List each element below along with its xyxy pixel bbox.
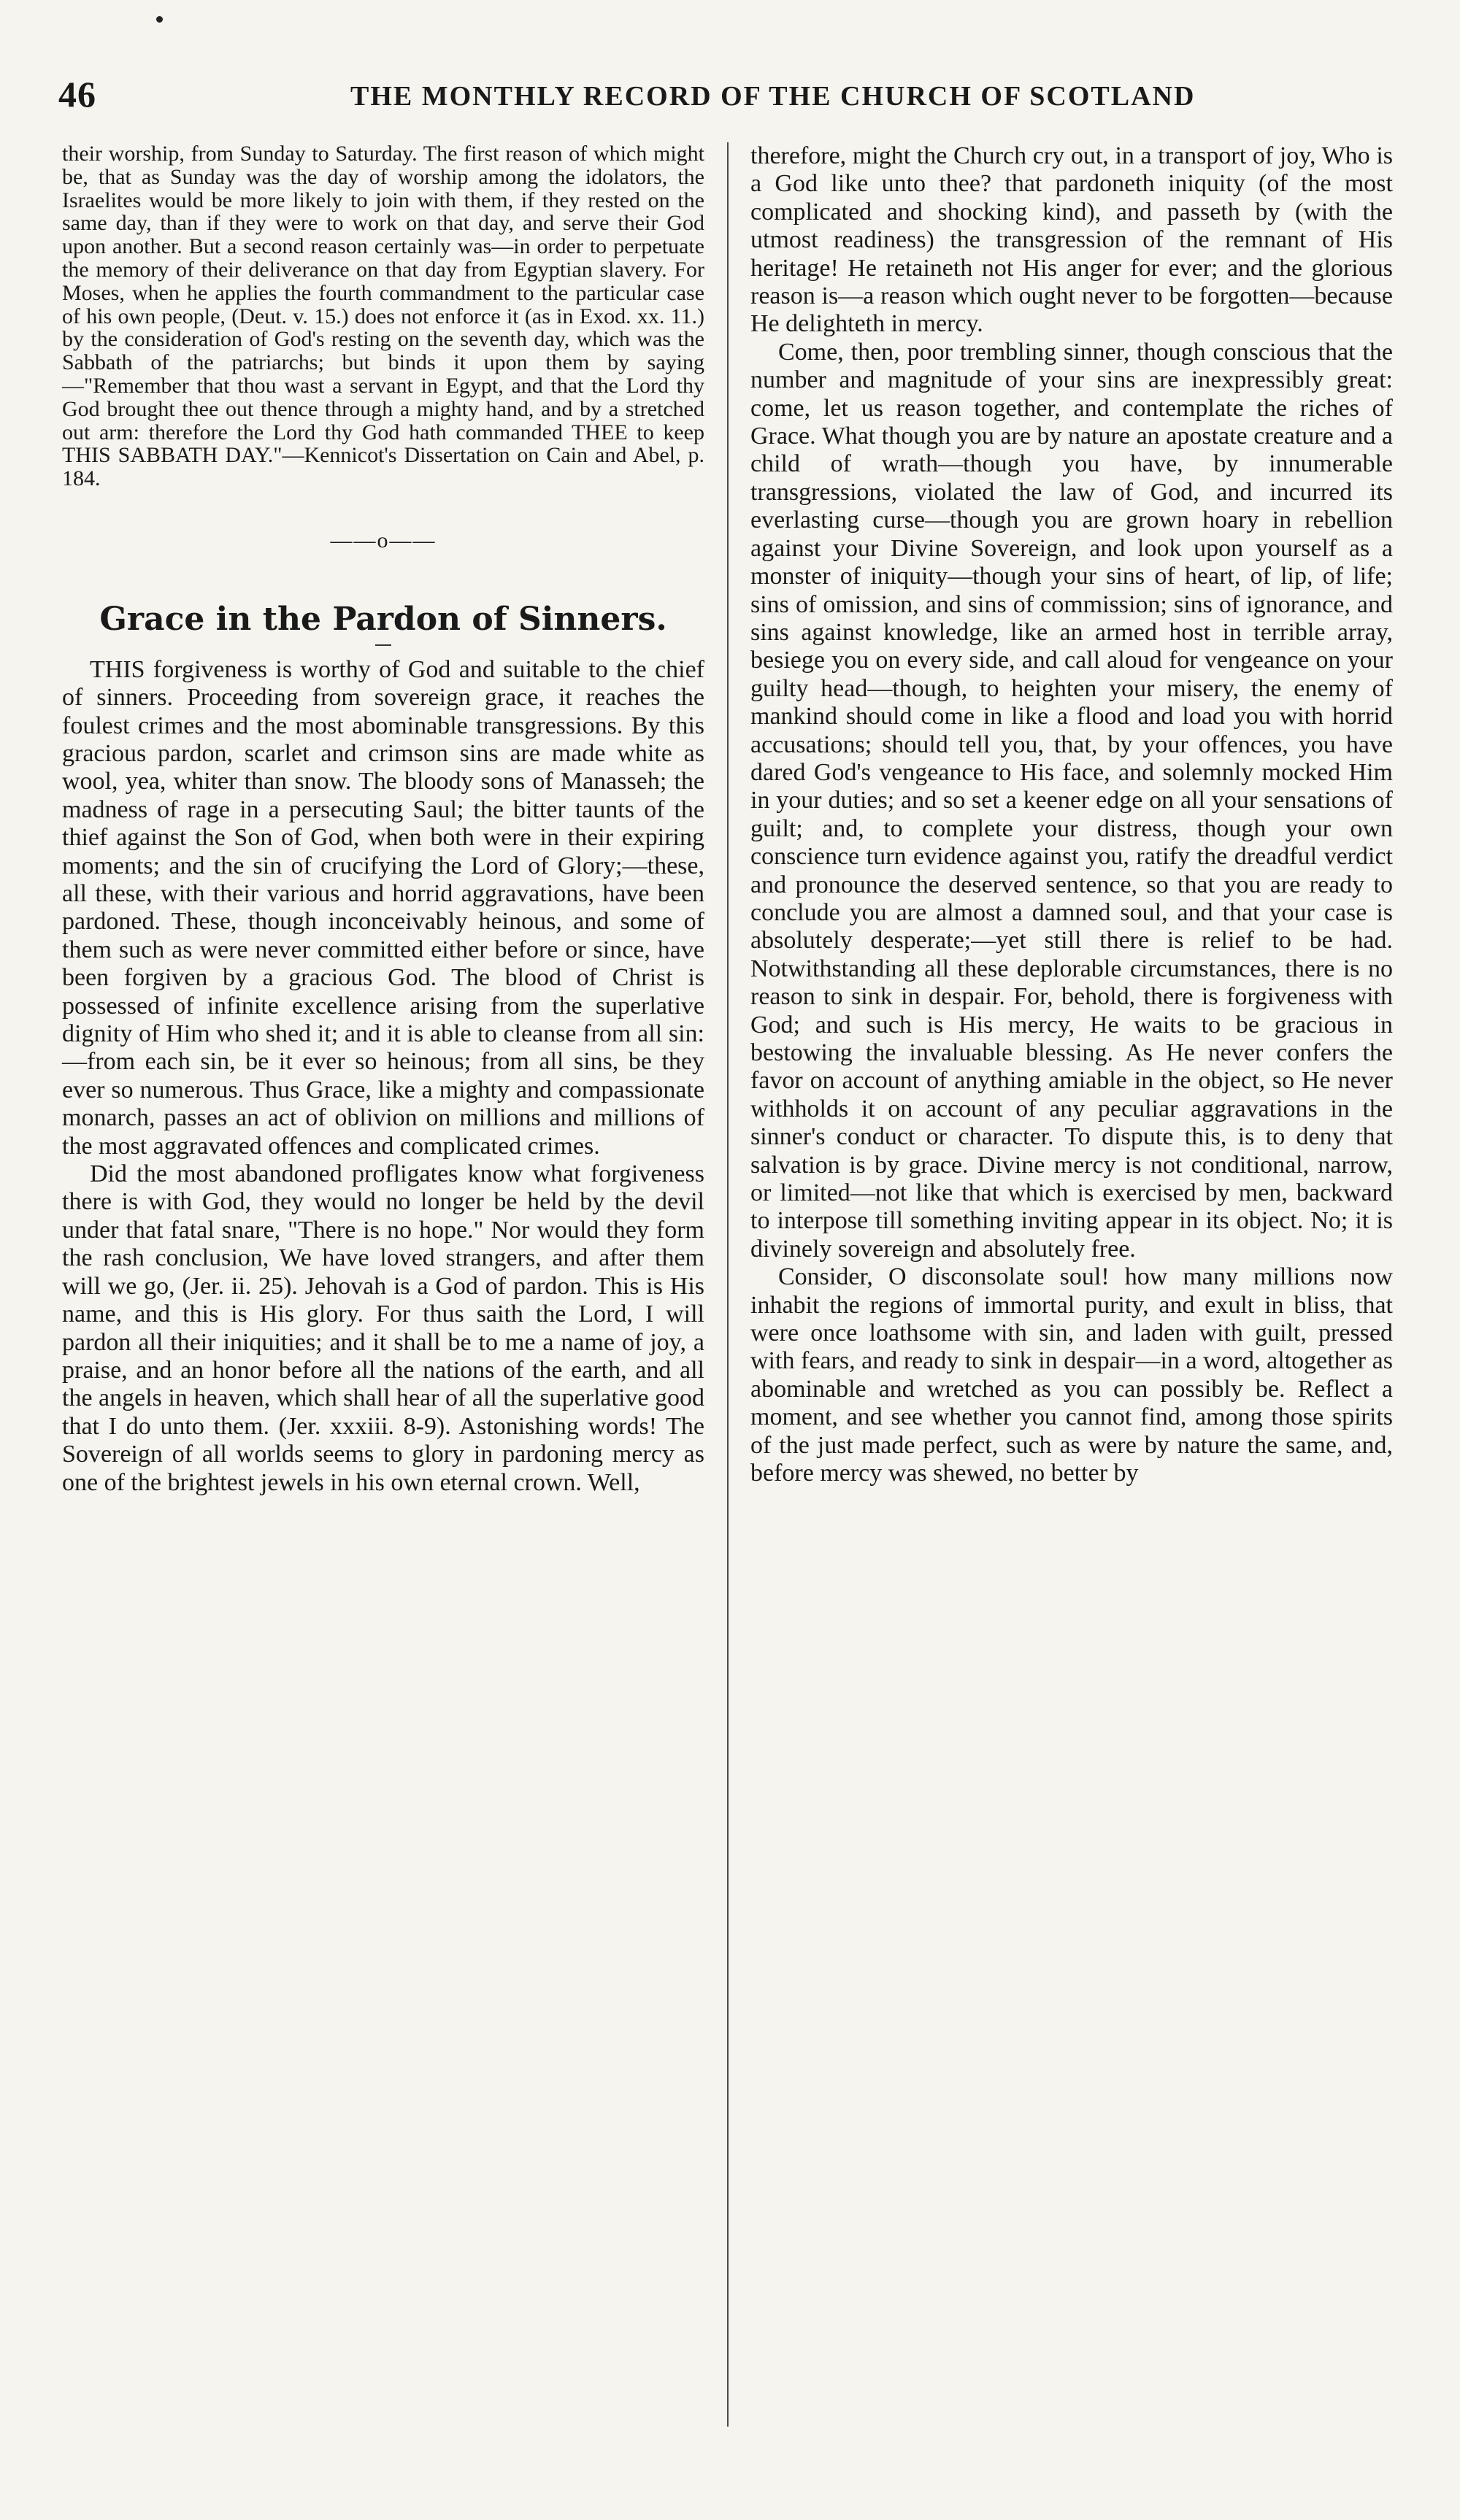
section-divider: ——o——	[330, 528, 437, 552]
page-number: 46	[58, 74, 96, 115]
ink-speck	[156, 16, 163, 23]
article-paragraph: Come, then, poor trembling sinner, though conscious that the number and magnitude of your sins are inexpressibly great: come, let us reason together, and contemplate the riches of Grace. What though you are by nature an apostate creature and a child of wrath—though you have, by innumerable transgressions, violated the law of God, and incurred its everlasting curse—though you are grown hoary in rebellion against your Divine Sovereign, and look upon yourself as a monster of iniquity—though your sins of heart, of lip, of life; sins of omission, and sins of commission; sins of ignorance, and sins against knowledge, like an armed host in terrible array, besiege you on every side, and call aloud for vengeance on your guilty head—though, to heighten your misery, the enemy of mankind should come in like a flood and load you with horrid accusations; should tell you, that, by your offences, you have dared God's vengeance to His face, and solemnly mocked Him in your duties; and so set a keener edge on all your sensations of guilt; and, to complete your distress, though your own conscience turn evidence against you, ratify the dreadful verdict and pronounce the deserved sentence, so that you are ready to conclude you are almost a damned soul, and that your case is absolutely desperate;—yet still there is relief to be had. Notwithstanding all these deplorable circumstances, there is no reason to sink in despair. For, behold, there is forgiveness with God; and such is His mercy, He waits to be gracious in bestowing the invaluable blessing. As He never confers the favor on account of anything amiable in the object, so He never withholds it on account of any peculiar aggravations in the sinner's conduct or character. To dispute this, is to deny that salvation is by grace. Divine mercy is not conditional, narrow, or limited—not like that which is exercised by men, backward to interpose till something inviting appear in its object. No; it is divinely sovereign and absolutely free.	[750, 338, 1393, 1263]
left-column	[62, 142, 704, 1497]
right-column	[750, 142, 1393, 1488]
section-title: Grace in the Pardon of Sinners.	[99, 601, 667, 639]
sabbath-passage: their worship, from Sunday to Saturday. The first reason of which might be, that as Sunday was the day of worship among the idolators, the Israelites would be more likely to join with them, if they rested on the same day, than if they were to work on that day, and serve their God upon another. But a second reason certainly was—in order to perpetuate the memory of their deliverance on that day from Egyptian slavery. For Moses, when he applies the fourth commandment to the particular case of his own people, (Deut. v. 15.) does not enforce it (as in Exod. xx. 11.) by the consideration of God's resting on the seventh day, which was the Sabbath of the patriarchs; but binds it upon them by saying—"Remember that thou wast a servant in Egypt, and that the Lord thy God brought thee out thence through a mighty hand, and by a stretched out arm: therefore the Lord thy God hath commanded THEE to keep THIS SABBATH DAY."—Kennicot's Dissertation on Cain and Abel, p. 184.	[62, 142, 704, 491]
running-head: THE MONTHLY RECORD OF THE CHURCH OF SCOTLAND	[350, 81, 1196, 112]
article-paragraph: THIS forgiveness is worthy of God and suitable to the chief of sinners. Proceeding from sovereign grace, it reaches the foulest crimes and the most abominable transgressions. By this gracious pardon, scarlet and crimson sins are made white as wool, yea, whiter than snow. The bloody sons of Manasseh; the madness of rage in a persecuting Saul; the bitter taunts of the thief against the Son of God, when both were in their expiring moments; and the sin of crucifying the Lord of Glory;—these, all these, with their various and horrid aggravations, have been pardoned. These, though inconceivably heinous, and some of them such as were never committed either before or since, have been forgiven by a gracious God. The blood of Christ is possessed of infinite excellence arising from the superlative dignity of Him who shed it; and it is able to cleanse from all sin:—from each sin, be it ever so heinous; from all sins, be they ever so numerous. Thus Grace, like a mighty and compassionate monarch, passes an act of oblivion on millions and millions of the most aggravated offences and complicated crimes.	[62, 655, 704, 1160]
article-paragraph: therefore, might the Church cry out, in a transport of joy, Who is a God like unto thee? that pardoneth iniquity (of the most complicated and shocking kind), and passeth by (with the utmost readiness) the transgression of the remnant of His heritage! He retaineth not His anger for ever; and the glorious reason is—a reason which ought never to be forgotten—because He delighteth in mercy.	[750, 142, 1393, 338]
column-divider	[727, 142, 729, 2427]
article-paragraph: Did the most abandoned profligates know what forgiveness there is with God, they would no longer be held by the devil under that fatal snare, "There is no hope." Nor would they form the rash conclusion, We have loved strangers, and after them will we go, (Jer. ii. 25). Jehovah is a God of pardon. This is His name, and this is His glory. For thus saith the Lord, I will pardon all their iniquities; and it shall be to me a name of joy, a praise, and an honor before all the nations of the earth, and all the angels in heaven, which shall hear of all the superlative good that I do unto them. (Jer. xxxiii. 8-9). Astonishing words! The Sovereign of all worlds seems to glory in pardoning mercy as one of the brightest jewels in his own eternal crown. Well,	[62, 1160, 704, 1496]
page-header	[58, 73, 1424, 117]
title-rule	[375, 644, 391, 646]
article-paragraph: Consider, O disconsolate soul! how many millions now inhabit the regions of immortal purity, and exult in bliss, that were once loathsome with sin, and laden with guilt, pressed with fears, and ready to sink in despair—in a word, altogether as abominable and wretched as you can possibly be. Reflect a moment, and see whether you cannot find, among those spirits of the just made perfect, such as were by nature the same, and, before mercy was shewed, no better by	[750, 1263, 1393, 1487]
